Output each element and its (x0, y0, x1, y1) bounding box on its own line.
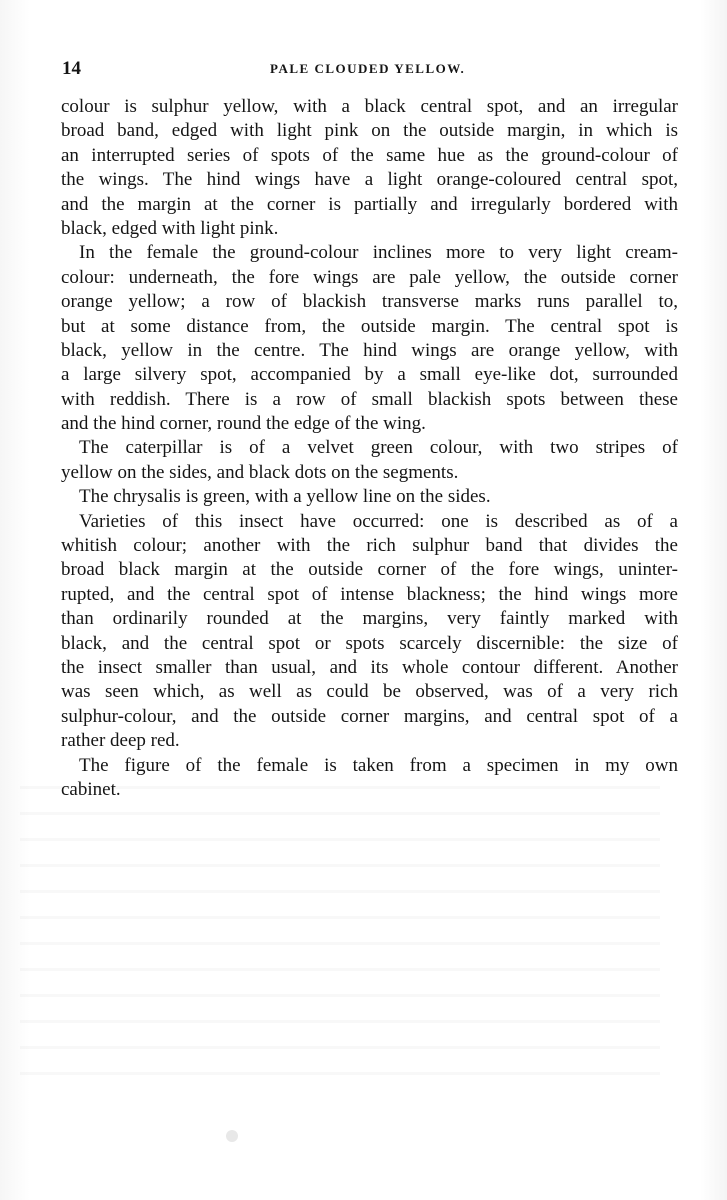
bleed-through-texture (20, 770, 660, 1080)
text-line: broad black margin at the outside corner of the fore wings, uninter- (61, 559, 678, 581)
text-line: The caterpillar is of a velvet green colour, with two stripes of (79, 437, 678, 459)
text-line: colour: underneath, the fore wings are pale yellow, the outside corner (61, 266, 678, 288)
text-line: cabinet. (61, 778, 121, 800)
paragraph (61, 436, 678, 485)
running-head: PALE CLOUDED YELLOW. (270, 61, 466, 76)
text-line: a large silvery spot, accompanied by a small eye-like dot, surrounded (61, 364, 678, 386)
text-line: rupted, and the central spot of intense blackness; the hind wings more (61, 583, 678, 605)
text-line: with reddish. There is a row of small blackish spots between these (61, 388, 678, 410)
body-text (61, 95, 678, 802)
text-line: sulphur-colour, and the outside corner margins, and central spot of a (61, 705, 678, 727)
page-header (62, 58, 675, 82)
paragraph (61, 510, 678, 754)
paragraph (61, 754, 678, 803)
text-line: orange yellow; a row of blackish transverse marks runs parallel to, (61, 291, 678, 313)
text-line: was seen which, as well as could be observed, was of a very rich (61, 681, 678, 703)
page-number: 14 (62, 58, 81, 79)
text-line: black, yellow in the centre. The hind wings are orange yellow, with (61, 339, 678, 361)
paragraph (61, 485, 678, 509)
text-line: an interrupted series of spots of the same hue as the ground-colour of (61, 144, 678, 166)
text-line: the wings. The hind wings have a light orange-coloured central spot, (61, 169, 678, 191)
text-line: but at some distance from, the outside margin. The central spot is (61, 315, 678, 337)
text-line: whitish colour; another with the rich sulphur band that divides the (61, 535, 678, 557)
text-line: black, edged with light pink. (61, 217, 279, 239)
text-line: the insect smaller than usual, and its whole contour different. Another (61, 656, 678, 678)
text-line: The figure of the female is taken from a specimen in my own (79, 754, 678, 776)
text-line: rather deep red. (61, 730, 180, 752)
text-line: colour is sulphur yellow, with a black central spot, and an irregular (61, 96, 678, 117)
text-line: Varieties of this insect have occurred: one is described as of a (79, 510, 678, 532)
text-line: and the margin at the corner is partially and irregularly bordered with (61, 193, 678, 215)
text-line: black, and the central spot or spots scarcely discernible: the size of (61, 632, 678, 654)
paper-smudge (226, 1130, 238, 1142)
text-line: yellow on the sides, and black dots on the segments. (61, 461, 459, 483)
text-line: The chrysalis is green, with a yellow line on the sides. (79, 486, 491, 508)
text-line: In the female the ground-colour inclines more to very light cream- (79, 242, 678, 264)
text-line: broad band, edged with light pink on the outside margin, in which is (61, 120, 678, 142)
paragraph (61, 95, 678, 241)
text-line: than ordinarily rounded at the margins, very faintly marked with (61, 608, 678, 630)
paragraph (61, 241, 678, 436)
text-line: and the hind corner, round the edge of the wing. (61, 413, 426, 435)
